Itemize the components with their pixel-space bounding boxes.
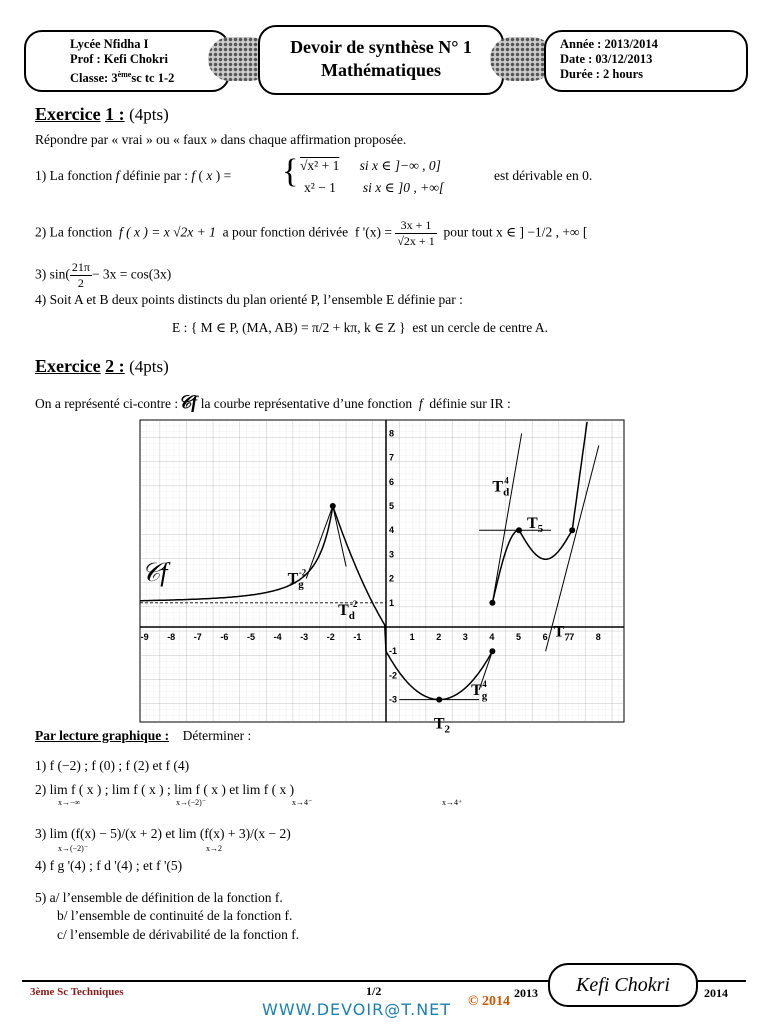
label-t5: $T_5$ (526, 514, 544, 535)
ex2-intro: On a représenté ci-contre :𝒞f la courbe représentative d’une fonction f définie sur IR : (35, 392, 511, 412)
ex2-q3-sub1: x→(−2)⁻ (58, 844, 89, 853)
x-tick-label: -6 (220, 632, 229, 642)
function-graph (140, 420, 624, 736)
subject: Mathématiques (321, 60, 441, 80)
exam-date: Date : 03/12/2013 (560, 52, 653, 66)
x-tick-label: 8 (595, 632, 601, 642)
ex2-q5b: b/ l’ensemble de continuité de la fonction f. (57, 908, 293, 923)
school-info (70, 37, 174, 86)
exercise-1-title: Exercice 1 : (4pts) (35, 104, 169, 124)
footer-year-right: 2014 (704, 986, 728, 1000)
exam-info (560, 37, 658, 82)
y-tick-label: 6 (389, 476, 395, 487)
ex2-q2-sub4: x→4⁺ (442, 798, 463, 807)
x-tick-label: -8 (167, 632, 176, 642)
ex1-q3: 3) sin( $\frac{21\pi}{2}$ − 3x = cos(3x) (35, 260, 172, 290)
ex1-q4: 4) Soit A et B deux points distincts du plan orienté P, l’ensemble E définie par : (35, 292, 463, 307)
y-tick-label: 4 (389, 525, 395, 536)
ex2-q3-sub2: x→2 (206, 844, 222, 853)
y-tick-label: -1 (389, 646, 398, 657)
y-tick-label: 8 (389, 428, 395, 439)
x-tick-label: 5 (516, 632, 522, 642)
q1-end: est dérivable en 0. (494, 168, 593, 183)
site-link[interactable]: WWW.DEVOIR@T.NET (262, 1000, 452, 1019)
school-year: Année : 2013/2014 (560, 37, 658, 51)
y-tick-label: 5 (389, 501, 395, 511)
label-t2: $T_2$ (433, 715, 451, 736)
ex2-q1: 1) f (−2) ; f (0) ; f (2) et f (4) (35, 758, 190, 773)
ex1-instruction: Répondre par « vrai » ou « faux » dans chaque affirmation proposée. (35, 132, 407, 147)
y-tick-label: 3 (389, 549, 395, 560)
ex1-q4-set: E : { M ∈ P, (MA, AB) = π/2 + kπ, k ∈ Z } est un cercle de centre A. (172, 320, 549, 335)
footer-level: 3ème Sc Techniques (30, 986, 124, 998)
exercise-2-title: Exercice 2 : (4pts) (35, 356, 169, 376)
label-td4: $T_d4$ (492, 475, 510, 499)
q1-brace: { (282, 153, 299, 190)
ex2-q2: 2) lim f ( x ) ; lim f ( x ) ; lim f ( x ) et lim f ( x ) (35, 782, 295, 797)
ex2-q2-sub2: x→(−2)⁻ (176, 798, 207, 807)
ex2-subtitle: Par lecture graphique : Déterminer : (35, 728, 252, 743)
ex2-q4: 4) f g '(4) ; f d '(4) ; et f '(5) (35, 858, 183, 873)
label-tg-minus2: $T_g-2$ (287, 567, 307, 591)
copyright: © 2014 (468, 994, 510, 1009)
x-tick-label: 1 (409, 632, 415, 642)
label-td-minus2: $T_d-2$ (338, 598, 358, 622)
y-tick-label: 2 (389, 573, 395, 584)
x-tick-label: -1 (353, 632, 362, 642)
q1-case-2: x² − 1 si x ∈ ]0 , +∞[ (304, 180, 445, 195)
class-name: Classe: 3èmesc tc 1-2 (70, 70, 175, 86)
x-tick-label: -9 (140, 632, 149, 642)
x-tick-label: -2 (326, 632, 335, 642)
x-tick-label: 3 (462, 632, 468, 642)
ex2-q5a: 5) a/ l’ensemble de définition de la fonction f. (35, 890, 283, 905)
footer-year-left: 2013 (514, 986, 538, 1000)
y-tick-label: 7 (389, 452, 395, 463)
x-tick-label: 4 (489, 632, 495, 642)
school-name: Lycée Nfidha I (70, 37, 149, 51)
ex2-q5c: c/ l’ensemble de dérivabilité de la fonction f. (57, 927, 300, 942)
x-tick-label: 7 (569, 632, 575, 642)
y-tick-label: 1 (389, 597, 395, 608)
x-tick-label: 2 (436, 632, 442, 642)
x-tick-label: -5 (247, 632, 256, 642)
x-tick-label: -3 (300, 632, 309, 642)
key-point (569, 527, 575, 533)
signature-logo: Kefi Chokri (548, 963, 698, 1007)
y-tick-label: -2 (389, 670, 398, 681)
ex2-q2-sub3: x→4⁻ (292, 798, 313, 807)
label-t7: $T_7$ (553, 623, 570, 644)
y-tick-label: -3 (389, 694, 398, 705)
x-tick-label: -4 (273, 632, 282, 642)
ex1-q2: 2) La fonction f ( x ) = x √2x + 1 a pour fonction dérivée f '(x) = $\frac{3x + 1}{√2x + 1}$ pour tout x ∈ ] −1/2 , +∞ [ (35, 218, 588, 248)
ex2-q3: 3) lim (f(x) − 5)/(x + 2) et lim (f(x) + 3)/(x − 2) (35, 826, 291, 841)
ex1-q1-intro: 1) La fonction f définie par : f ( x ) = (35, 168, 232, 183)
q1-case-1: √x² + 1 si x ∈ ]−∞ , 0] (300, 158, 441, 173)
exam-duration: Durée : 2 hours (560, 67, 643, 81)
x-tick-label: 6 (542, 632, 548, 642)
x-tick-label: -7 (193, 632, 202, 642)
ex2-q2-sub1: x→−∞ (58, 798, 81, 807)
footer-page: 1/2 (366, 984, 382, 998)
title-block (258, 36, 504, 82)
label-tg4: $T_g4$ (471, 678, 488, 702)
page-title: Devoir de synthèse N° 1 (290, 37, 472, 57)
teacher-name: Prof : Kefi Chokri (70, 52, 169, 66)
label-cf: 𝒞f (141, 558, 168, 588)
